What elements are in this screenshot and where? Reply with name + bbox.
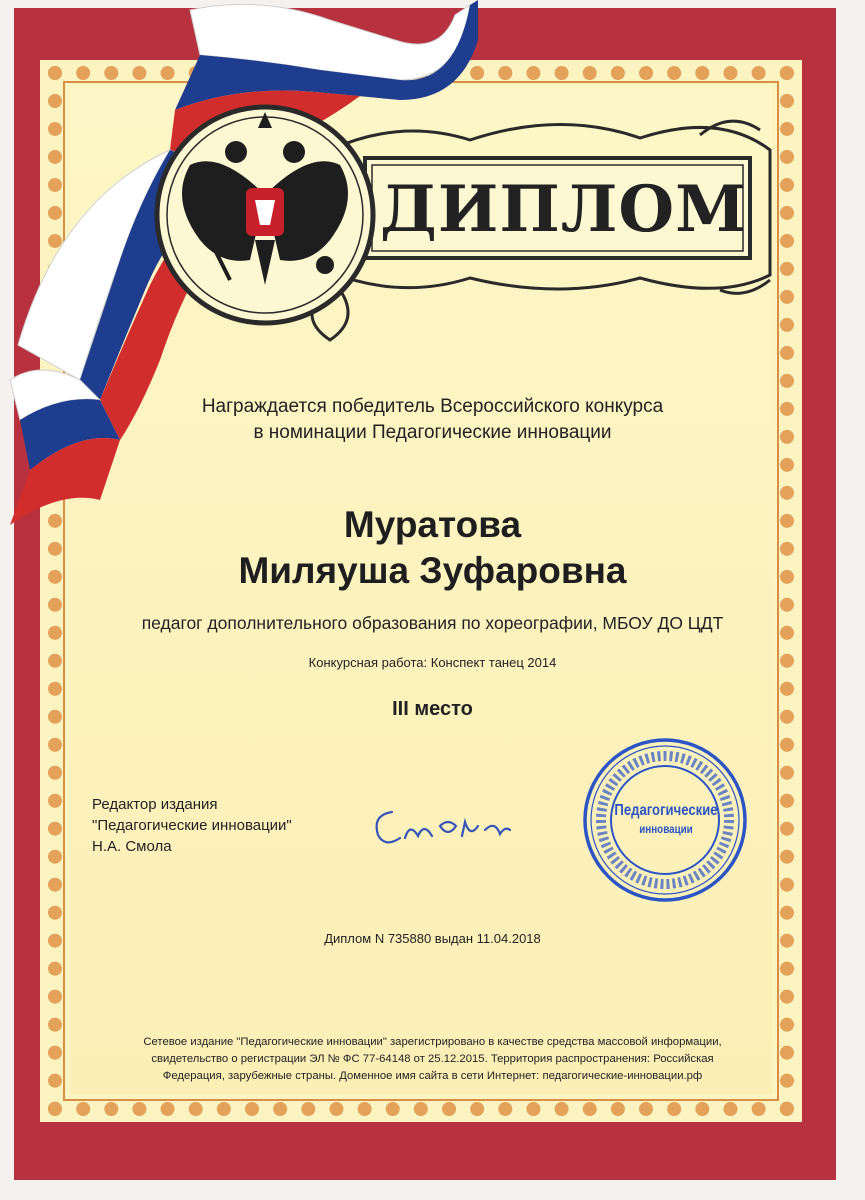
diploma-number: Диплом N 735880 выдан 11.04.2018 <box>324 931 541 946</box>
award-line-1: Награждается победитель Всероссийского конкурса <box>201 396 664 417</box>
editor-publication: "Педагогические инновации" <box>92 817 292 834</box>
competition-place: III место <box>392 698 473 720</box>
stamp-center-text <box>610 802 722 838</box>
stamp-line-2: инновации <box>639 822 693 836</box>
footer-line-3: Федерация, зарубежные страны. Доменное имя сайта в сети Интернет: педагогические-инновации.рф <box>162 1070 703 1082</box>
russian-coat-of-arms-icon <box>157 107 373 323</box>
stamp-line-1: Педагогические <box>614 802 718 819</box>
recipient-surname: Муратова <box>343 504 522 545</box>
recipient-position: педагог дополнительного образования по хореографии, МБОУ ДО ЦДТ <box>141 613 724 633</box>
editor-name: Н.А. Смола <box>92 838 172 855</box>
award-statement <box>0 394 865 446</box>
footer-line-2: свидетельство о регистрации ЭЛ № ФС 77-64148 от 25.12.2015. Территория распространения: Российская <box>151 1053 714 1065</box>
recipient-name <box>0 502 865 594</box>
award-line-2: в номинации Педагогические инновации <box>253 422 612 443</box>
editor-block <box>92 794 292 857</box>
handwritten-signature-icon <box>377 812 510 842</box>
competition-work: Конкурсная работа: Конспект танец 2014 <box>308 655 557 670</box>
recipient-given-names: Миляуша Зуфаровна <box>238 550 627 591</box>
diploma-title: ДИПЛОМ <box>380 172 747 247</box>
editor-role: Редактор издания <box>92 796 218 813</box>
footer-line-1: Сетевое издание "Педагогические инновации" зарегистрировано в качестве средства массовой информации, <box>143 1036 722 1048</box>
registration-footer <box>80 1034 785 1085</box>
